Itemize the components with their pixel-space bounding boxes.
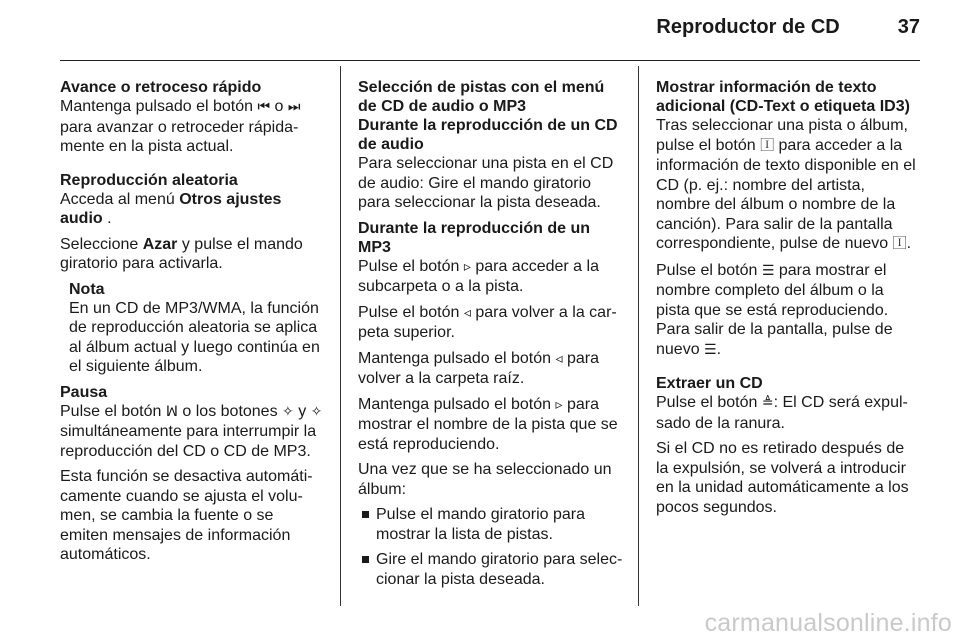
paragraph-audio-cd: Para seleccionar una pista en el CD de audio: Gire el mando giratorio para seleccionar la pista deseada.: [358, 155, 614, 211]
list-icon: ☰: [704, 341, 717, 358]
list-icon: ☰: [761, 262, 775, 279]
paragraph-pause: Pulse el botón ꟽ o los botones ✧ y ✧ simultáneamente para interrumpir la reproducción del CD o CD de MP3.: [60, 402, 323, 460]
section-title-shuffle: Reproducción aleatoria: [60, 171, 238, 189]
paragraph-shuffle-menu: Acceda al menú Otros ajustes audio .: [60, 190, 282, 227]
subtitle-mp3: Durante la reproducción de un MP3: [358, 219, 591, 256]
paragraph-cd-text: Tras seleccionar una pista o álbum, pulse el botón 🄸 para acceder a la información de texto disponible en el CD (p. ej.: nombre del artista, nombre del álbum o nombre de la canción). Para salir de la pantalla correspondiente, pulse de nuevo 🄸.: [656, 117, 916, 252]
paragraph-mp3-parent: Pulse el botón ◃ para volver a la carpeta superior.: [358, 303, 617, 341]
page-header: [656, 16, 920, 39]
skip-back-icon: ⏮: [257, 99, 271, 115]
bullet-list: [358, 505, 623, 589]
paragraph-mp3-name: Mantenga pulsado el botón ▹ para mostrar el nombre de la pista que se está reproduciendo.: [358, 395, 618, 453]
note-title: Nota: [69, 280, 105, 298]
paragraph-album-selected: Una vez que se ha seleccionado un álbum:: [358, 461, 612, 498]
paragraph-eject-reinsert: Si el CD no es retirado después de la expulsión, se volverá a introducir en la unidad automáticamente a los pocos segundos.: [656, 440, 909, 516]
watermark: carmanualsonline.info: [704, 609, 952, 637]
header-rule: [60, 60, 920, 61]
list-item: Gire el mando giratorio para seleccionar la pista deseada.: [358, 550, 623, 589]
column-2: [358, 78, 623, 595]
paragraph-full-name: Pulse el botón ☰ para mostrar el nombre completo del álbum o la pista que se está reproduciendo. Para salir de la pantalla, pulse de nuevo ☰.: [656, 261, 893, 358]
page-title: Reproductor de CD: [656, 16, 840, 38]
paragraph-fast-forward: Mantenga pulsado el botón ⏮ o ⏭ para avanzar o retroceder rápidamente en la pista actual.: [60, 98, 301, 155]
column-divider-2: [638, 66, 639, 606]
page-number: 37: [897, 16, 920, 38]
note-text: En un CD de MP3/WMA, la función de reproducción aleatoria se aplica al álbum actual y luego continúa en el siguiente álbum.: [69, 299, 320, 375]
column-divider-1: [340, 66, 341, 606]
paragraph-mp3-root: Mantenga pulsado el botón ◃ para volver a la carpeta raíz.: [358, 349, 599, 387]
volume-icon: ✧: [310, 403, 323, 420]
eject-icon: ≜: [761, 395, 774, 411]
left-arrow-icon: ◃: [555, 350, 563, 367]
left-arrow-icon: ◃: [463, 304, 471, 321]
right-arrow-icon: ▹: [463, 258, 471, 275]
list-item: Pulse el mando giratorio para mostrar la lista de pistas.: [358, 505, 623, 544]
skip-forward-icon: ⏭: [287, 99, 301, 115]
subtitle-audio-cd: Durante la reproducción de un CD de audio: [358, 117, 618, 153]
column-3: [656, 78, 921, 523]
paragraph-eject: Pulse el botón ≜: El CD será expulsado de la ranura.: [656, 394, 908, 432]
section-title-track-select: Selección de pistas con el menú de CD de audio o MP3: [358, 79, 605, 115]
paragraph-pause-auto: Esta función se desactiva automáticamente cuando se ajusta el volumen, se cambia la fuente o se emiten mensajes de información automáticos.: [60, 468, 313, 563]
paragraph-mp3-subfolder: Pulse el botón ▹ para acceder a la subcarpeta o a la pista.: [358, 257, 599, 295]
volume-icon: ✧: [282, 403, 294, 420]
paragraph-shuffle-select: Seleccione Azar y pulse el mando giratorio para activarla.: [60, 235, 303, 272]
section-title-eject: Extraer un CD: [656, 375, 763, 392]
info-icon: 🄸: [760, 137, 775, 154]
section-title-pause: Pausa: [60, 383, 108, 401]
section-title-fast-forward: Avance o retroceso rápido: [60, 79, 262, 96]
column-1: [60, 78, 325, 571]
info-icon: 🄸: [892, 236, 907, 252]
right-arrow-icon: ▹: [555, 396, 563, 413]
note-box: [60, 280, 325, 377]
mute-icon: ꟽ: [165, 403, 178, 420]
section-title-cd-text: Mostrar información de texto adicional (CD-Text o etiqueta ID3): [656, 79, 910, 115]
